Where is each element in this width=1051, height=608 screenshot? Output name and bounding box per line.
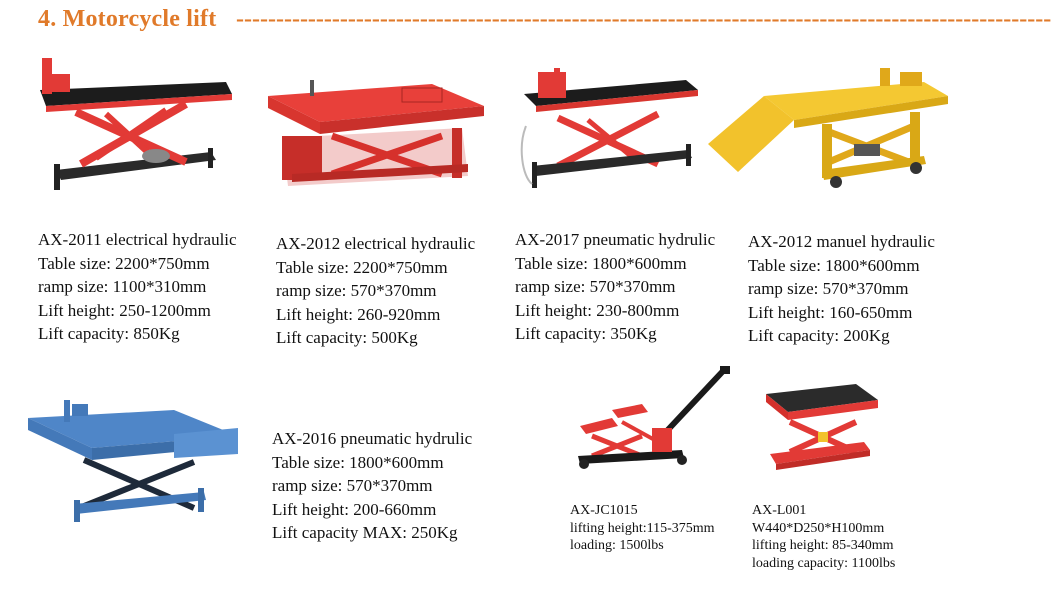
spec-line: loading: 1500lbs (570, 538, 664, 553)
product-model: AX-L001 (752, 503, 807, 518)
product-model: AX-2012 manuel hydraulic (748, 232, 935, 251)
spec-line: Table size: 2200*750mm (38, 253, 210, 273)
product-model: AX-2017 pneumatic hydrulic (515, 230, 716, 249)
spec-line: Lift height: 230-800mm (515, 300, 680, 320)
spec-line: ramp size: 1100*310mm (38, 277, 207, 296)
section-title: 4. Motorcycle lift (38, 6, 217, 32)
product-image-ax-2017 (518, 66, 702, 194)
product-spec-ax-2016 (272, 427, 472, 545)
spec-line: ramp size: 570*370mm (748, 279, 909, 298)
spec-line: loading capacity: 1100lbs (752, 555, 896, 571)
title-divider: ------------------------------------------------------------------------------------------------------ (236, 6, 1051, 32)
product-model: AX-2011 electrical hydraulic (38, 230, 237, 249)
spec-line: lifting height:115-375mm (570, 520, 715, 536)
product-model: AX-2016 pneumatic hydrulic (272, 429, 473, 448)
spec-line: Lift capacity: 200Kg (748, 326, 890, 345)
spec-line: Lift capacity: 850Kg (38, 324, 180, 343)
spec-line: Table size: 2200*750mm (276, 257, 448, 277)
product-spec-ax-2017 (515, 228, 715, 346)
spec-line: ramp size: 570*370mm (272, 476, 433, 495)
spec-line: Lift capacity MAX: 250Kg (272, 523, 458, 542)
product-image-ax-2012-manuel (704, 64, 950, 192)
product-spec-ax-l001 (752, 502, 895, 572)
spec-line: Lift capacity: 350Kg (515, 324, 657, 343)
product-image-ax-2011 (36, 52, 236, 202)
spec-line: Lift capacity: 500Kg (276, 328, 418, 347)
product-image-ax-l001 (760, 376, 884, 472)
spec-line: Table size: 1800*600mm (748, 255, 920, 275)
product-model: AX-JC1015 (570, 503, 638, 518)
product-model: AX-2012 electrical hydraulic (276, 234, 476, 253)
product-image-ax-2016 (24, 396, 242, 526)
product-spec-ax-2012-electrical (276, 232, 475, 350)
product-image-ax-2012-electrical (262, 76, 490, 190)
spec-line: Table size: 1800*600mm (272, 452, 444, 472)
product-spec-ax-2012-manuel (748, 230, 935, 348)
spec-line: Lift height: 200-660mm (272, 499, 437, 519)
spec-line: ramp size: 570*370mm (515, 277, 676, 296)
spec-line: Lift height: 260-920mm (276, 304, 441, 324)
product-spec-ax-2011 (38, 228, 237, 346)
spec-line: Lift height: 250-1200mm (38, 300, 211, 320)
spec-line: ramp size: 570*370mm (276, 281, 437, 300)
product-spec-ax-jc1015 (570, 502, 715, 555)
spec-line: Table size: 1800*600mm (515, 253, 687, 273)
spec-line: Lift height: 160-650mm (748, 302, 913, 322)
spec-line: lifting height: 85-340mm (752, 538, 894, 553)
product-image-ax-jc1015 (572, 364, 732, 476)
spec-line: W440*D250*H100mm (752, 520, 885, 536)
